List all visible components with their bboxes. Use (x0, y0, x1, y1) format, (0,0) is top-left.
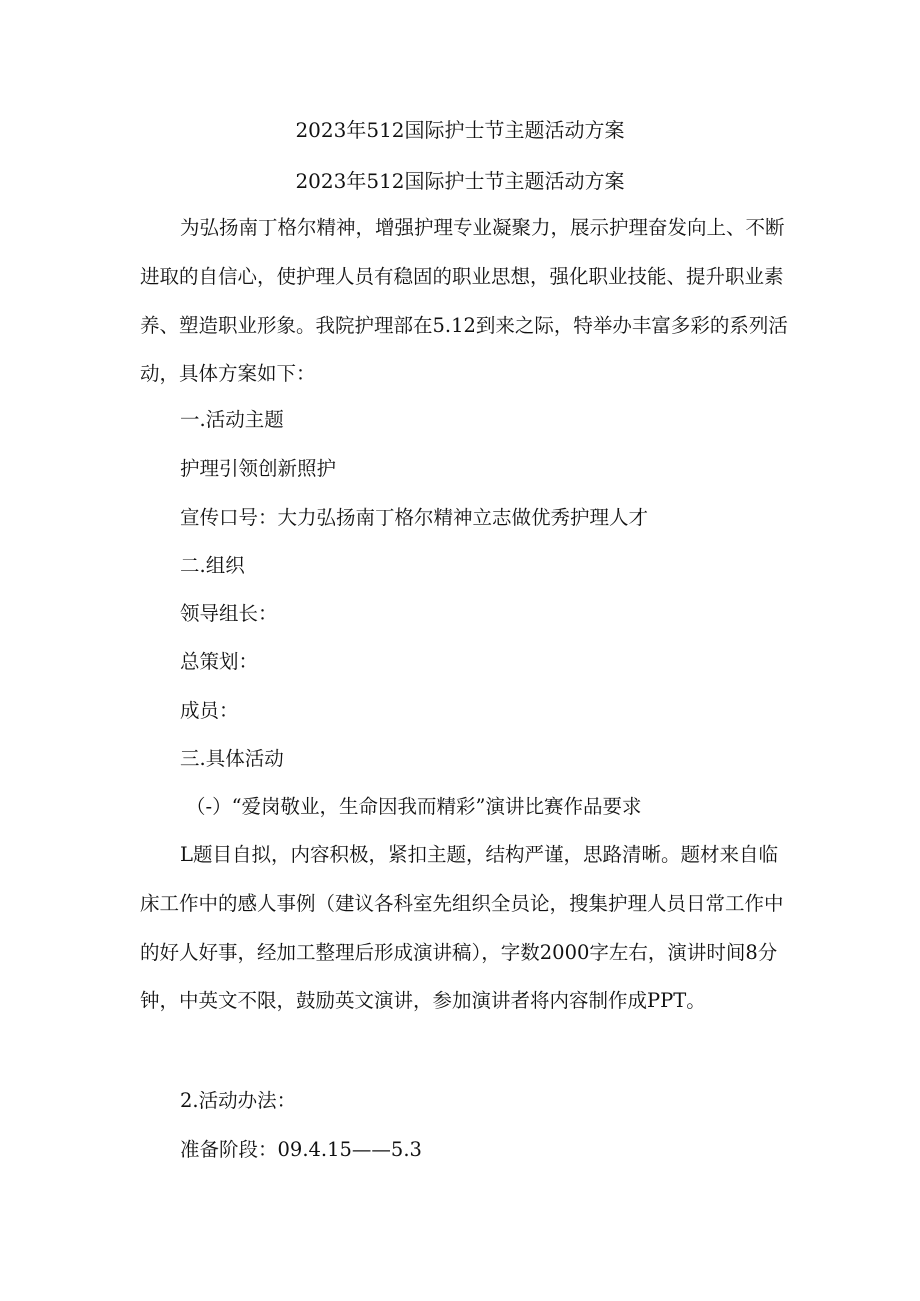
planner-line: 总策划： (180, 650, 259, 673)
subsection-1-heading: （-）“爱岗敬业，生命因我而精彩”演讲比赛作品要求 (186, 795, 642, 818)
leader-line: 领导组长： (180, 602, 278, 625)
intro-paragraph: 为弘扬南丁格尔精神，增强护理专业凝聚力，展示护理奋发向上、不断进取的自信心，使护理人员有稳固的职业思想，强化职业技能、提升职业素养、塑造职业形象。我院护理部在5.12到来之际，特举办丰富多彩的系列活动，具体方案如下： (140, 216, 788, 386)
section-3-heading: 三.具体活动 (180, 747, 284, 770)
requirement-paragraph: L题目自拟，内容积极，紧扣主题，结构严谨，思路清晰。题材来自临床工作中的感人事例（建议各科室先组织全员论，搜集护理人员日常工作中的好人好事，经加工整理后形成演讲稿），字数2000字左右，演讲时间8分钟，中英文不限，鼓励英文演讲，参加演讲者将内容制作成PPT。 (140, 843, 784, 1013)
activity-method-heading: 2.活动办法： (180, 1089, 297, 1112)
document-title: 2023年512国际护士节主题活动方案 (295, 118, 625, 142)
document-subtitle: 2023年512国际护士节主题活动方案 (295, 169, 625, 193)
preparation-stage: 准备阶段：09.4.15——5.3 (180, 1138, 422, 1161)
members-line: 成员： (180, 699, 239, 722)
activity-theme: 护理引领创新照护 (180, 457, 337, 480)
section-1-heading: 一.活动主题 (180, 408, 284, 431)
section-2-heading: 二.组织 (180, 554, 245, 577)
slogan: 宣传口号：大力弘扬南丁格尔精神立志做优秀护理人才 (180, 506, 649, 529)
